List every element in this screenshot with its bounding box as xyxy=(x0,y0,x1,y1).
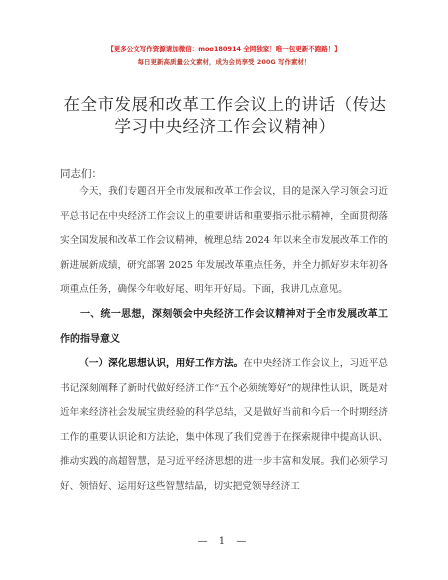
greeting: 同志们： xyxy=(60,168,102,180)
section-heading-1: 一、统一思想，深刻领会中央经济工作会议精神对于全市发展改革工作的指导意义 xyxy=(60,309,388,345)
page-number: — 1 — xyxy=(197,536,251,547)
paragraph-section-1-1 xyxy=(60,352,388,500)
paragraph-text: 在中央经济工作会议上，习近平总书记深刻阐释了新时代做好经济工作“五个必须统筹好”的规律性认识，既是对近年来经济社会发展宝贵经验的科学总结，又是做好当前和今后一个时期经济工作的重要认识论和方法论，集中体现了我们党善于在探索规律中提高认识、推动实践的高超智慧，是习近平经济思想的进一步丰富和发展。我们必须学习好、领悟好、运用好这些智慧结晶，切实把党领导经济工 xyxy=(60,358,389,492)
paragraph-intro: 今天，我们专题召开全市发展和改革工作会议，目的是深入学习领会习近平总书记在中央经济工作会议上的重要讲话和重要指示批示精神，全面贯彻落实全国发展和改革工作会议精神，梳理总结 2024 年以来全市发展改革工作的新进展新成绩，研究部署 2025 年发展改革重点任务，并全力抓好岁末年初各项重点任务，确保今年收好尾、明年开好局。下面，我讲几点意见。 xyxy=(60,186,388,296)
promo-banner-line2: 每日更新高质量公文素材，成为会员享受 200G 写作素材！ xyxy=(137,58,311,66)
document-title: 在全市发展和改革工作会议上的讲话（传达学习中央经济工作会议精神） xyxy=(63,95,387,136)
subheading-lead: （一）深化思想认识，用好工作方法。 xyxy=(79,358,244,369)
promo-banner-line1: 【更多公文写作资源请加微信：moo180914 全网独家！唯一包更新不跑路！】 xyxy=(107,45,341,53)
